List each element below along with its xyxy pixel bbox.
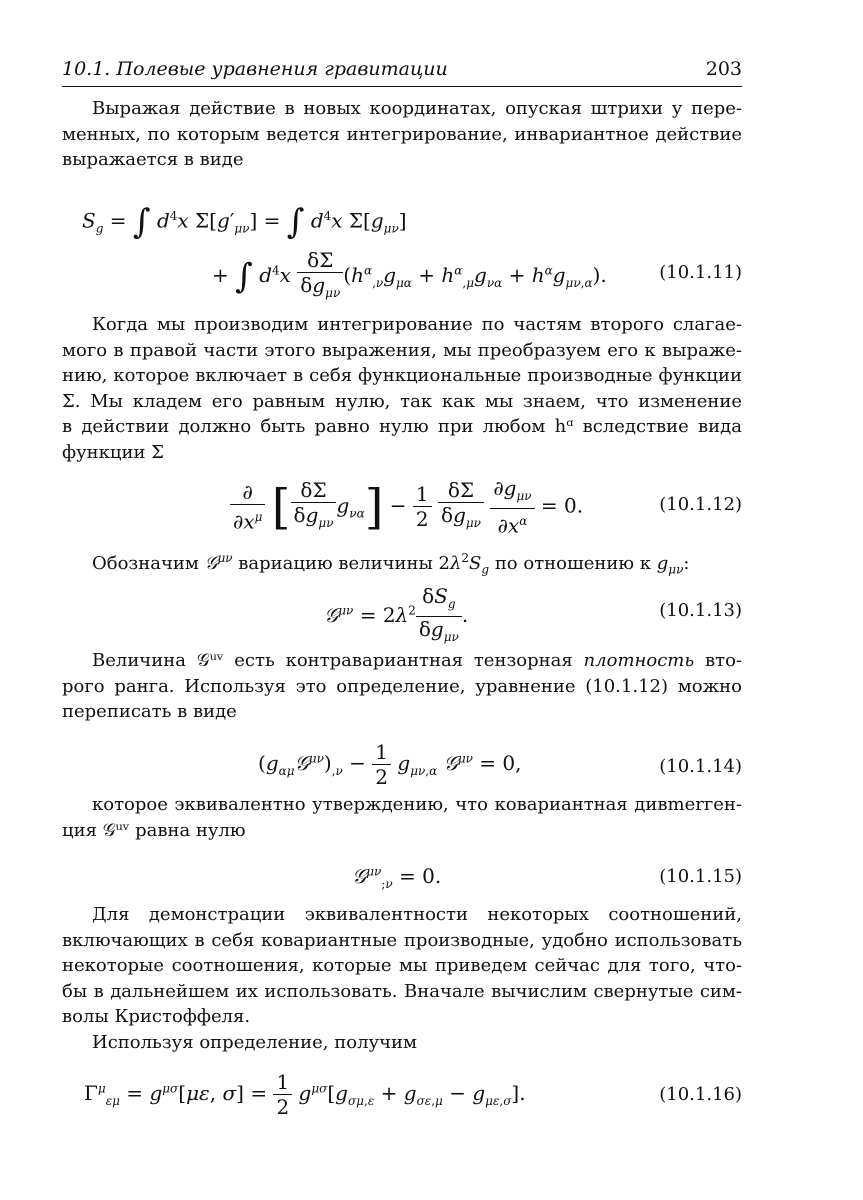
equation-10-1-14	[62, 738, 742, 796]
text-line: ция 𝒢ᵘᵛ равна нулю	[62, 819, 246, 841]
page-number: 203	[705, 58, 742, 80]
equation-line-2: + ∫ $d^4x$ $\frac{\delta\Sigma}{\delta g_{\mu\nu}}$ $(h^\alpha_{,\nu}g_{\mu\alpha} + h^\alpha_{,\mu}g_{\nu\alpha} + h^\alpha g_{\mu\nu,\alpha})$.	[212, 248, 607, 300]
equation-body: $(g_{\alpha\mu}𝒢^{\mu\nu})_{,\nu}$ − $\frac{1}{2}$ $g_{\mu\nu,\alpha}$ 𝒢$^{\mu\nu}$ = 0,	[258, 740, 522, 789]
text-line: в действии должно быть равно нулю при любом hᵅ вследствие вида	[62, 416, 742, 437]
equation-number: (10.1.14)	[659, 756, 742, 777]
paragraph-3	[62, 546, 742, 583]
paragraph-7	[62, 1030, 742, 1056]
text-line: рого ранга. Используя это определение, уравнение (10.1.12) можно	[62, 675, 742, 697]
text-fragment: вариацию величины	[238, 553, 433, 574]
equation-number: (10.1.15)	[659, 866, 742, 887]
equation-number: (10.1.16)	[659, 1084, 742, 1105]
equation-body: 𝒢$^{\mu\nu}$ = $2\lambda^2$ $\frac{\delta S_g}{\delta g_{\mu\nu}}$ .	[324, 584, 469, 644]
text-line: менных, по которым ведется интегрирование, инвариантное действие	[62, 123, 742, 145]
emphasis-word: плотность	[583, 650, 695, 671]
equation-body: 𝒢$^{\mu\nu}_{;\nu}$ = 0.	[352, 864, 442, 891]
text-line: переписать в виде	[62, 701, 237, 722]
text-line: Выражая действие в новых координатах, опуская штрихи у пере-	[92, 98, 742, 119]
equation-10-1-16	[62, 1068, 742, 1130]
text-line	[62, 648, 742, 674]
paragraph-4	[62, 648, 742, 725]
equation-number: (10.1.11)	[659, 262, 742, 283]
text-fragment: вто-	[704, 650, 742, 671]
text-fragment: по отношению к	[494, 553, 652, 574]
text-fragment: Величина 𝒢ᵘᵛ есть контравариантная тензорная	[92, 650, 573, 671]
equation-body: $\frac{\partial}{\partial x^\mu}$ [ $\frac{\delta\Sigma}{\delta g_{\mu\nu}}$ $g_{\nu\alpha}$] − $\frac{1}{2}$ $\frac{\delta\Sigma}{\delta g_{\mu\nu}}$ $\frac{\partial g_{\mu\nu}}{\partial x^\alpha}$ = 0.	[230, 476, 583, 538]
text-line: Обозначим 𝒢$^{\mu\nu}$ вариацию величины $2\lambda^2S_g$ по отношению к $g_{\mu\nu}$:	[92, 551, 690, 577]
text-line: некоторые соотношения, которые мы приведем сейчас для того, что-	[62, 955, 742, 976]
text-line: мого в правой части этого выражения, мы преобразуем его к выраже-	[62, 339, 742, 361]
text-line: Σ. Мы кладем его равным нулю, так как мы знаем, что изменение	[62, 390, 742, 412]
text-line: волы Кристоффеля.	[62, 1006, 251, 1027]
text-line: которое эквивалентно утверждению, что ковариантная дивmerген-	[92, 794, 742, 815]
text-line: нию, которое включает в себя функциональные производные функции	[62, 365, 742, 386]
text-line: выражается в виде	[62, 149, 244, 170]
equation-number: (10.1.13)	[659, 600, 742, 621]
text-line: Когда мы производим интегрирование по частям второго слагае-	[92, 314, 742, 335]
paragraph-5	[62, 792, 742, 843]
equation-10-1-13	[62, 582, 742, 644]
equation-line-1: $S_g$ = ∫ $d^4x$ $\Sigma[g'_{\mu\nu}]$ = ∫ $d^4x$ $\Sigma[g_{\mu\nu}]$	[82, 202, 407, 242]
text-line: функции Σ	[62, 441, 164, 463]
paragraph-6	[62, 902, 742, 1030]
equation-10-1-11	[62, 190, 742, 305]
text-line: Используя определение, получим	[92, 1032, 418, 1053]
equation-number: (10.1.12)	[659, 494, 742, 515]
equation-body: $\Gamma^\mu_{\varepsilon\mu} = g^{\mu\sigma}[\mu\varepsilon$, σ] = $\frac{1}{2}$ $g^{\mu\sigma}[g_{\sigma\mu,\varepsilon} + g_{\sigma\varepsilon,\mu} - g_{\mu\varepsilon,\sigma}]$.	[84, 1070, 526, 1119]
running-header	[62, 56, 742, 87]
paragraph-2	[62, 312, 742, 465]
text-line: включающих в себя ковариантные производные, удобно использовать	[62, 929, 742, 951]
text-line: бы в дальнейшем их использовать. Вначале вычислим свернутые сим-	[62, 980, 742, 1002]
equation-10-1-15	[62, 862, 742, 896]
text-line: Для демонстрации эквивалентности некоторых соотношений,	[92, 904, 742, 925]
section-title: 10.1. Полевые уравнения гравитации	[62, 58, 448, 80]
text-fragment: Обозначим	[92, 553, 199, 574]
paragraph-1	[62, 96, 742, 173]
equation-10-1-12	[62, 474, 742, 544]
